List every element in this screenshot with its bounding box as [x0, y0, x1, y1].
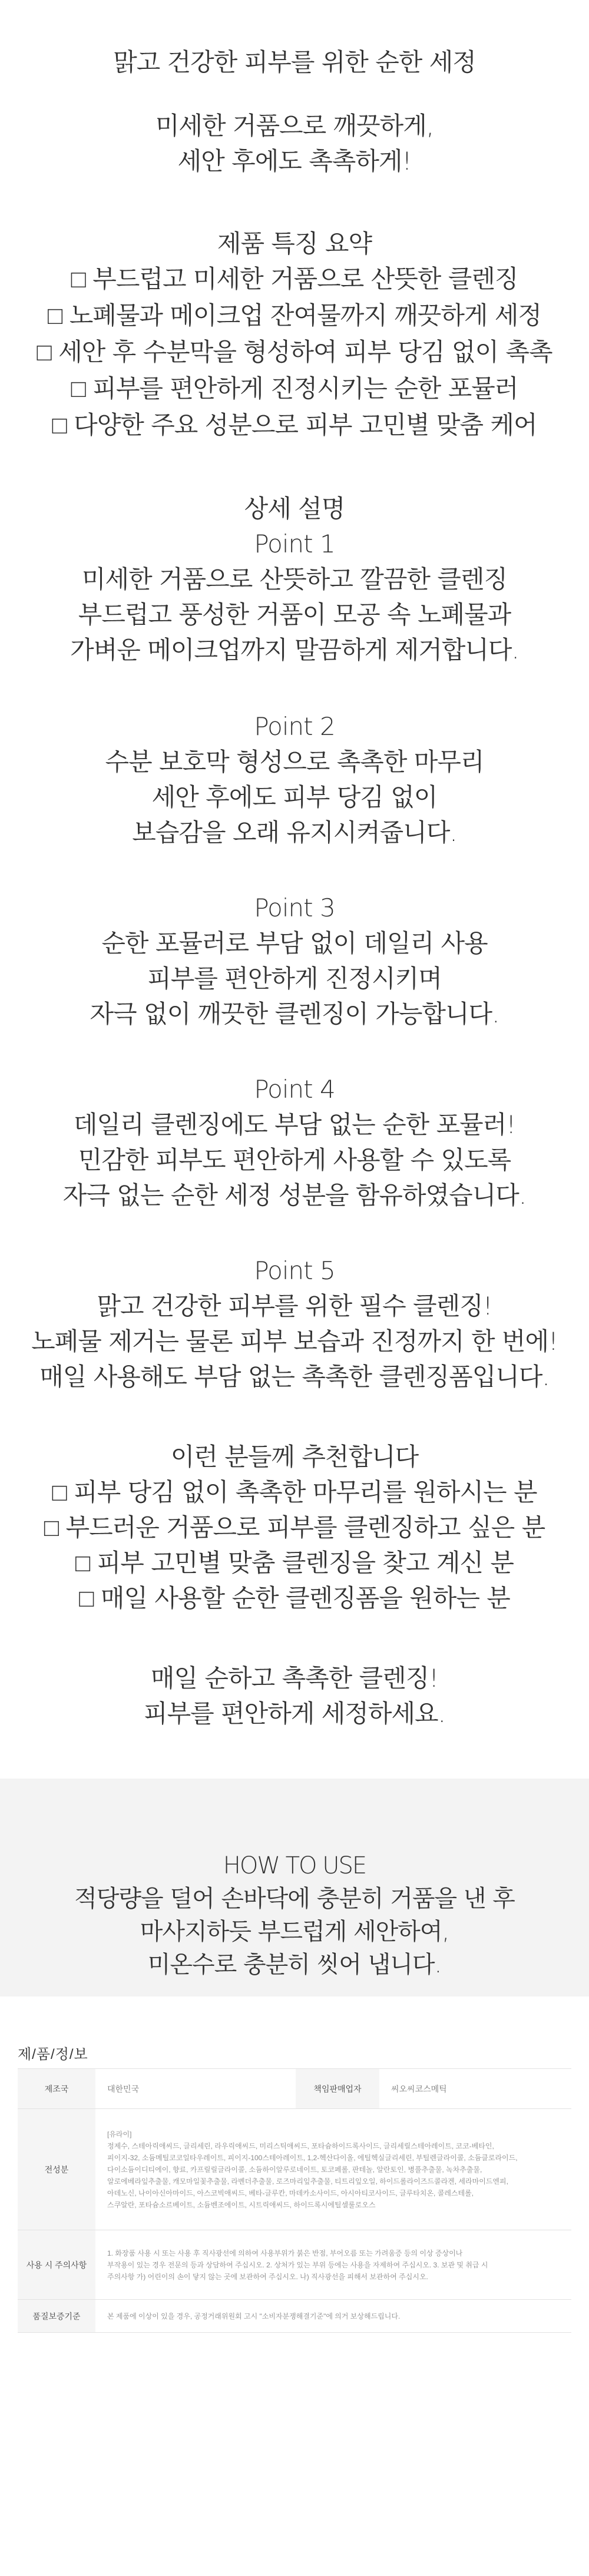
ingredients-line: [유라이] [107, 2130, 132, 2138]
quality-value: 본 제품에 이상이 있을 경우, 공정거래위원회 고시 "소비자분쟁해결기준"에 의거 보상해드립니다. [95, 2300, 571, 2333]
point-line: 세안 후에도 피부 당김 없이 [151, 783, 438, 812]
ingredients-line: 정제수, 스테아릭애씨드, 글리세린, 라우릭애씨드, 미리스틱애씨드, 포타슘하이드록사이드, 글리세릴스테아레이트, 코코-베타인, [107, 2141, 494, 2150]
caution-line: 주의사항 가) 어린이의 손이 닿지 않는 곳에 보관하여 주십시오. 나) 직사광선을 피해서 보관하여 주십시오. [107, 2272, 428, 2281]
point-line: 노폐물 제거는 물론 피부 보습과 진정까지 한 번에! [31, 1327, 558, 1356]
features-title: 제품 특징 요약 [217, 229, 372, 258]
recommend-title: 이런 분들께 추천합니다 [170, 1442, 419, 1471]
point-line: 맑고 건강한 피부를 위한 필수 클렌징! [97, 1292, 492, 1320]
point-line: 자극 없는 순한 세정 성분을 함유하였습니다. [62, 1181, 527, 1210]
recommend-item: □ 매일 사용할 순한 클렌징폼을 원하는 분 [79, 1584, 510, 1613]
product-info-table [18, 2068, 571, 2333]
point-line: 피부를 편안하게 진정시키며 [147, 964, 442, 993]
intro-sub-line: 세안 후에도 촉촉하게! [177, 147, 412, 176]
point-line: 민감한 피부도 편안하게 사용할 수 있도록 [78, 1145, 511, 1174]
point-label: Point 2 [254, 712, 335, 741]
point-label: Point 4 [254, 1075, 335, 1104]
caution-line: 1. 화장품 사용 시 또는 사용 후 직사광선에 의하여 사용부위가 붉은 반점, 부어오름 또는 가려움증 등의 이상 증상이나 [107, 2249, 463, 2257]
product-info-title: 제/품/정/보 [18, 2047, 88, 2062]
caution-line: 부작용이 있는 경우 전문의 등과 상담하여 주십시오. 2. 상처가 있는 부위 등에는 사용을 자제하여 주십시오. 3. 보관 및 취급 시 [107, 2260, 488, 2269]
ingredients-value [95, 2109, 571, 2230]
maker-value: 씨오씨코스메틱 [379, 2069, 571, 2109]
maker-label: 책임판매업자 [296, 2069, 379, 2109]
ingredients-line: 피이지-32, 소듐메틸코코일타우레이트, 피이지-100스테아레이트, 1,2-헥산다이올, 에틸헥실글리세린, 부틸렌글라이콜, 소듐클로라이드, [107, 2153, 518, 2162]
point-line: 자극 없이 깨끗한 클렌징이 가능합니다. [90, 999, 499, 1028]
how-to-use-line: 미온수로 충분히 씻어 냅니다. [147, 1951, 442, 1978]
ingredients-line: 알로에베라잎추출물, 캐모마일꽃추출물, 라벤더추출물, 로즈마리잎추출물, 티트리잎오일, 하이드롤라이즈드콜라겐, 세라마이드엔피, [107, 2177, 508, 2186]
feature-item: □ 세안 후 수분막을 형성하여 피부 당김 없이 촉촉 [37, 337, 552, 366]
ingredients-label: 전성분 [18, 2109, 95, 2230]
product-info-section [0, 1996, 589, 2576]
point-line: 순한 포뮬러로 부담 없이 데일리 사용 [101, 929, 488, 958]
table-row [18, 2230, 571, 2300]
recommend-item: □ 피부 고민별 맞춤 클렌징을 찾고 계신 분 [75, 1548, 514, 1577]
quality-label: 품질보증기준 [18, 2300, 95, 2333]
intro-sub-line: 미세한 거품으로 깨끗하게, [155, 111, 434, 140]
recommend-item: □ 부드러운 거품으로 피부를 클렌징하고 싶은 분 [44, 1513, 545, 1542]
point-line: 미세한 거품으로 산뜻하고 깔끔한 클렌징 [81, 565, 508, 594]
ingredients-line: 아데노신, 나이아신아마이드, 아스코빅애씨드, 베타-글루칸, 마데카소사이드, 아시아티코사이드, 글루타치온, 콜레스테롤, [107, 2188, 474, 2197]
point-label: Point 3 [254, 893, 335, 922]
table-row [18, 2300, 571, 2333]
how-to-use-line: 적당량을 덜어 손바닥에 충분히 거품을 낸 후 [74, 1885, 515, 1912]
point-line: 수분 보호막 형성으로 촉촉한 마무리 [105, 747, 484, 776]
how-to-use-line: 마사지하듯 부드럽게 세안하여, [140, 1918, 449, 1945]
feature-item: □ 피부를 편안하게 진정시키는 순한 포뮬러 [71, 374, 518, 403]
how-to-use-title: HOW TO USE [223, 1852, 366, 1879]
point-label: Point 5 [254, 1256, 335, 1285]
country-label: 제조국 [18, 2069, 95, 2109]
caution-label: 사용 시 주의사항 [18, 2230, 95, 2300]
how-to-use-section [0, 1779, 589, 1996]
feature-item: □ 부드럽고 미세한 거품으로 산뜻한 클렌징 [71, 264, 518, 293]
point-line: 매일 사용해도 부담 없는 촉촉한 클렌징폼입니다. [39, 1362, 550, 1391]
point-line: 보습감을 오래 유지시켜줍니다. [132, 818, 457, 847]
table-row [18, 2109, 571, 2230]
caution-value [95, 2230, 571, 2300]
point-line: 가벼운 메이크업까지 말끔하게 제거합니다. [70, 635, 519, 664]
point-label: Point 1 [254, 529, 335, 558]
feature-item: □ 다양한 주요 성분으로 피부 고민별 맞춤 케어 [52, 410, 537, 439]
country-value: 대한민국 [95, 2069, 296, 2109]
point-line: 데일리 클렌징에도 부담 없는 순한 포뮬러! [73, 1110, 516, 1139]
closing-line: 매일 순하고 촉촉한 클렌징! [150, 1664, 439, 1693]
feature-item: □ 노폐물과 메이크업 잔여물까지 깨끗하게 세정 [48, 301, 541, 330]
closing-line: 피부를 편안하게 세정하세요. [144, 1699, 445, 1728]
table-row [18, 2069, 571, 2109]
point-line: 부드럽고 풍성한 거품이 모공 속 노폐물과 [78, 600, 511, 629]
recommend-item: □ 피부 당김 없이 촉촉한 마무리를 원하시는 분 [52, 1478, 537, 1506]
ingredients-line: 스쿠알란, 포타슘소르베이트, 소듐벤조에이트, 시트릭애씨드, 하이드록시에틸셀룰로오스 [107, 2200, 376, 2209]
ingredients-line: 다이소듐이디티에이, 향료, 카프릴릴글라이콜, 소듐하이알루로네이트, 토코페롤, 판테놀, 알란토인, 병풀추출물, 녹차추출물, [107, 2165, 482, 2174]
intro-headline: 맑고 건강한 피부를 위한 순한 세정 [113, 48, 476, 77]
detail-title: 상세 설명 [244, 494, 345, 523]
